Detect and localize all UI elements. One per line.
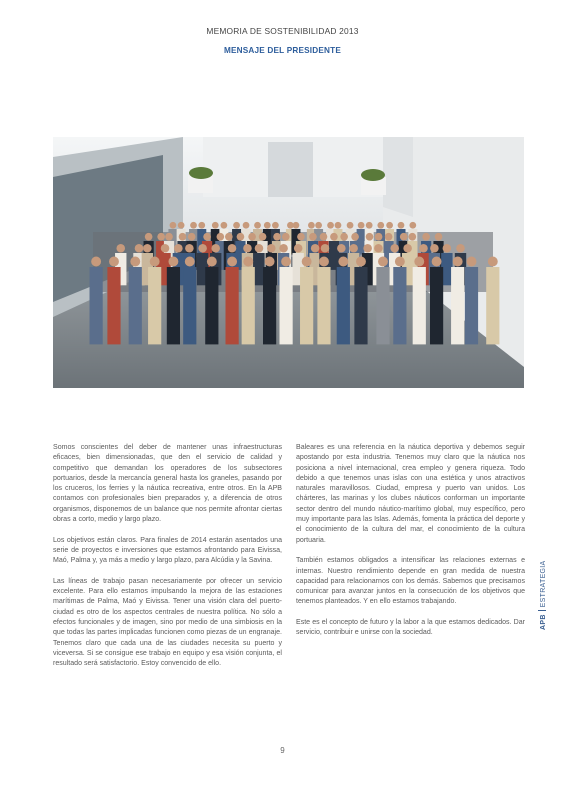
person-head [315,222,322,229]
person-figure [393,267,406,344]
person-figure [107,267,120,344]
person-head [430,244,439,253]
page-number: 9 [280,746,285,755]
person-head [409,233,417,241]
person-figure [263,267,276,344]
person-head [390,244,399,253]
person-head [338,257,348,267]
person-figure [90,267,103,344]
person-head [178,222,185,229]
person-head [340,233,348,241]
person-head [161,244,170,253]
person-figure [183,267,196,344]
person-head [190,222,197,229]
person-head [330,233,338,241]
person-figure [465,267,478,344]
person-head [375,233,383,241]
person-head [377,222,384,229]
person-figure [337,267,350,344]
group-photo-image [53,137,524,388]
person-head [419,244,428,253]
person-figure [376,267,389,344]
person-head [157,233,165,241]
person-figure [242,267,255,344]
text-column-left [53,443,282,680]
person-head [282,233,290,241]
person-head [198,222,205,229]
person-figure [354,267,367,344]
person-figure [300,267,313,344]
paragraph: Las líneas de trabajo pasan necesariamente por ofrecer un servicio excelente. Para ello estamos impulsando la mejora de las estaciones marítimas de Palma, Maó y Eivissa. Tener una visión clara del puerto-ciudad es otro de los aspectos centrales de nuestra política. No sólo a efectos funcionales y de imagen, sino por medio de una simbiosis en la que todas las partes implicadas funcionen como piezas de un engranaje. Tenemos claro que cada una de las ciudades necesita su puerto y viceversa. Si se consigue ese trabajo en equipo y esa visión conjunta, el resultado será satisfactorio. Estoy convencido de ello. [53,577,282,668]
person-head [309,233,317,241]
person-head [207,257,217,267]
person-head [293,222,300,229]
person-head [264,222,271,229]
person-figure [167,267,180,344]
section-title: MENSAJE DEL PRESIDENTE [223,46,342,55]
person-head [174,244,183,253]
person-head [366,222,373,229]
document-title: MEMORIA DE SOSTENIBILIDAD 2013 [206,26,359,36]
person-head [233,222,240,229]
person-head [308,222,315,229]
person-head [363,244,372,253]
person-head [443,244,452,253]
person-head [297,233,305,241]
person-head [366,233,374,241]
person-head [170,222,177,229]
person-head [358,222,365,229]
person-head [409,222,416,229]
person-head [414,257,424,267]
person-head [395,257,405,267]
person-head [403,244,412,253]
person-figure [317,267,330,344]
person-head [255,244,264,253]
person-head [302,257,312,267]
person-head [243,222,250,229]
person-head [135,244,144,253]
person-head [378,257,388,267]
person-head [453,257,463,267]
person-figure [430,267,443,344]
person-head [351,233,359,241]
person-figure [486,267,499,344]
person-figure [226,267,239,344]
person-head [185,244,194,253]
person-head [422,233,430,241]
section-side-tab [538,540,552,630]
person-figure [279,267,292,344]
person-head [130,257,140,267]
person-head [259,233,267,241]
person-head [185,257,195,267]
paragraph: Somos conscientes del deber de mantener unas infraestructuras eficaces, bien dimensionadas, que den el servicio de calidad y competitivo que demandan los operadores de los subsectores portuarios, desde la mercancía general hasta los graneles, pasando por los cruceros, los ferries y la náutica recreativa, entre otros. En la APB contamos con profesionales bien preparados y, a diferencia de otros organismos, disponemos de un balance que nos permite afrontar ciertas obras a corto, medio y largo plazo. [53,444,282,524]
person-head [398,222,405,229]
person-head [237,233,245,241]
person-head [188,233,196,241]
person-figure [413,267,426,344]
person-figure [451,267,464,344]
person-figure [205,267,218,344]
paragraph: Baleares es una referencia en la náutica deportiva y debemos seguir apostando por esta industria. Tenemos muy claro que la náutica nos posiciona a nivel internacional, crea empleo y genera riqueza. Todo debido a que tenemos unas islas con una estética y unos atractivos naturales maravillosos. Ciudad, empresa y puerto van unidos. Los chárteres, las marinas y los clubes náuticos conforman un importante sector dentro del mundo náutico-marítimo global, muy específico, pero muy importante para las Islas. Además, fomenta la práctica del deporte y el conocimiento de la cultura del mar, el conocimiento de la cultura portuaria. [296,444,525,544]
person-head [254,222,261,229]
person-head [385,233,393,241]
side-tab-separator [538,610,546,611]
person-head [273,233,281,241]
person-head [400,233,408,241]
person-head [248,233,256,241]
person-head [335,222,342,229]
person-head [228,244,237,253]
person-head [265,257,275,267]
person-head [319,257,329,267]
person-figure [253,253,264,285]
person-head [168,257,178,267]
person-head [198,244,207,253]
person-head [281,257,291,267]
person-head [347,222,354,229]
person-head [374,244,383,253]
person-head [143,244,152,253]
person-head [211,244,220,253]
person-head [272,222,279,229]
person-head [243,257,253,267]
person-figure [129,267,142,344]
person-head [227,257,237,267]
person-head [456,244,465,253]
person-head [432,257,442,267]
person-head [217,233,225,241]
person-head [225,233,233,241]
person-head [212,222,219,229]
person-head [109,257,119,267]
paragraph: Los objetivos están claros. Para finales de 2014 estarán asentados una serie de proyectos e inversiones que estamos afrontando para Eivissa, Maó, Palma y, ya más a medio y largo plazo, para Alcúdia y la Savina. [53,536,282,565]
person-head [337,244,346,253]
person-head [294,244,303,253]
person-head [349,244,358,253]
person-head [91,257,101,267]
paragraph: Este es el concepto de futuro y la labor a la que estamos dedicados. Dar servicio, contribuir e unirse con la sociedad. [296,619,525,637]
person-head [203,233,211,241]
side-tab-label: ESTRATEGIA [540,560,547,608]
person-head [488,257,498,267]
person-figure [148,267,161,344]
side-tab-prefix: APB [540,614,547,630]
person-head [386,222,393,229]
person-head [320,233,328,241]
person-head [165,233,173,241]
person-head [221,222,228,229]
paragraph: También estamos obligados a intensificar las relaciones externas e internas. Nuestro rendimiento depende en gran medida de nuestra capacidad para relacionarnos con los demás. Sabemos que precisamos comunicar para avanzar juntos en la consecución de los objetivos que tenemos planteados. Y en ello estamos trabajando. [296,557,525,606]
person-head [467,257,477,267]
person-head [179,233,187,241]
person-head [435,233,443,241]
person-head [267,244,276,253]
person-head [243,244,252,253]
person-head [279,244,288,253]
person-head [116,244,125,253]
text-column-right [296,443,525,649]
person-head [145,233,153,241]
person-head [356,257,366,267]
person-head [327,222,334,229]
person-head [150,257,160,267]
person-head [321,244,330,253]
person-head [311,244,320,253]
